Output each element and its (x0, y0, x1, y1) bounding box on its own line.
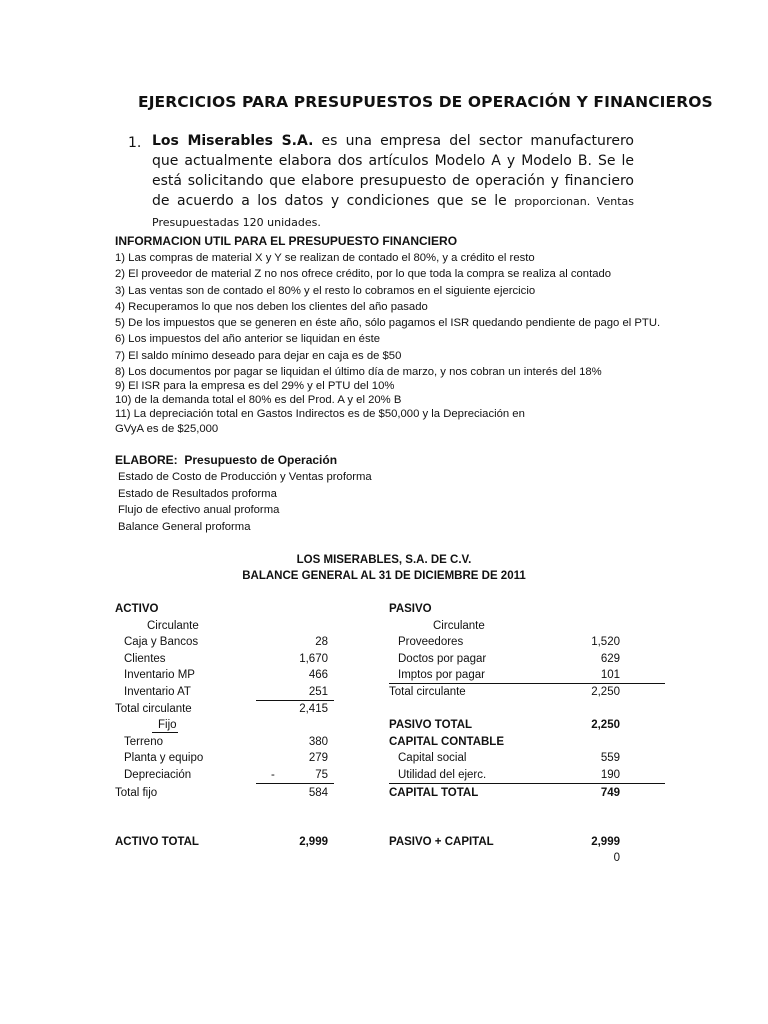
difference-value: 0 (613, 852, 620, 864)
capital-social-value: 559 (600, 752, 620, 764)
planta-value: 279 (308, 752, 328, 764)
capital-social-label: Capital social (398, 752, 467, 764)
balance-company: LOS MISERABLES, S.A. DE C.V. (296, 554, 472, 566)
total-fijo-label: Total fijo (115, 787, 158, 799)
proveedores-label: Proveedores (398, 636, 464, 648)
fijo-label: Fijo (158, 719, 177, 731)
inv-at-value: 251 (308, 686, 328, 698)
pasivo-capital-label: PASIVO + CAPITAL (389, 836, 494, 848)
proveedores-value: 1,520 (591, 636, 620, 648)
subtotal-rule (389, 783, 665, 784)
list-item: 9) El ISR para la empresa es del 29% y el PTU del 10% (115, 380, 395, 393)
activo-total-circ-label: Total circulante (115, 703, 192, 715)
list-item: 4) Recuperamos lo que nos deben los clientes del año pasado (115, 300, 428, 313)
pasivo-total-circ-label: Total circulante (389, 686, 466, 698)
list-item: 5) De los impuestos que se generen en éste año, sólo pagamos el ISR quedando pendiente de pago el PTU. (115, 317, 661, 330)
elabore-heading (115, 453, 337, 467)
total-fijo-value: 584 (308, 787, 328, 799)
inv-mp-value: 466 (308, 669, 328, 681)
list-item: 8) Los documentos por pagar se liquidan el último día de marzo, y nos cobran un interés del 18% (115, 366, 602, 379)
activo-circulante-label: Circulante (147, 620, 199, 632)
fijo-underline (152, 732, 178, 733)
pasivo-total-circ-value: 2,250 (591, 686, 620, 698)
pasivo-capital-value: 2,999 (591, 836, 620, 848)
capital-total-label: CAPITAL TOTAL (389, 787, 479, 799)
caja-label: Caja y Bancos (124, 636, 199, 648)
doctos-value: 629 (600, 653, 620, 665)
capital-total-value: 749 (600, 787, 620, 799)
subtotal-rule (256, 783, 334, 784)
list-item: 2) El proveedor de material Z no nos ofrece crédito, por lo que toda la compra se realiza al contado (115, 268, 612, 281)
depreciacion-sign: - (271, 769, 275, 781)
utilidad-label: Utilidad del ejerc. (398, 769, 487, 781)
clientes-label: Clientes (124, 653, 166, 665)
imptos-label: Imptos por pagar (398, 669, 485, 681)
exercise-number: 1. (128, 135, 142, 151)
page-title: EJERCICIOS PARA PRESUPUESTOS DE OPERACIÓN Y FINANCIEROS (138, 93, 713, 111)
intro-paragraph (152, 131, 634, 233)
terreno-label: Terreno (124, 736, 163, 748)
pasivo-total-label: PASIVO TOTAL (389, 719, 473, 731)
list-item: 1) Las compras de material X y Y se realizan de contado el 80%, y a crédito el resto (115, 252, 535, 264)
company-name: Los Miserables S.A. (152, 133, 314, 149)
pasivo-circulante-label: Circulante (433, 620, 485, 632)
terreno-value: 380 (308, 736, 328, 748)
inv-mp-label: Inventario MP (124, 669, 195, 681)
list-item: Flujo de efectivo anual proforma (118, 504, 280, 517)
list-item: GVyA es de $25,000 (115, 423, 219, 436)
subtotal-rule (389, 683, 665, 684)
list-item: Estado de Resultados proforma (118, 487, 277, 500)
activo-total-label: ACTIVO TOTAL (115, 836, 199, 848)
depreciacion-value: 75 (315, 769, 328, 781)
activo-total-value: 2,999 (299, 836, 328, 848)
activo-heading: ACTIVO (115, 603, 159, 615)
activo-total-circ-value: 2,415 (299, 703, 328, 715)
clientes-value: 1,670 (299, 653, 328, 665)
list-item: 6) Los impuestos del año anterior se liquidan en éste (115, 333, 381, 346)
planta-label: Planta y equipo (124, 752, 204, 764)
inv-at-label: Inventario AT (124, 686, 191, 698)
imptos-value: 101 (600, 669, 620, 681)
capital-contable-label: CAPITAL CONTABLE (389, 736, 504, 748)
list-item: 11) La depreciación total en Gastos Indirectos es de $50,000 y la Depreciación en (115, 408, 525, 421)
intro-small-text: proporcionan. Ventas Presupuestadas 120 unidades. (152, 195, 634, 229)
elabore-label: ELABORE: (115, 453, 178, 467)
list-item: 10) de la demanda total el 80% es del Prod. A y el 20% B (115, 394, 402, 407)
elabore-title: Presupuesto de Operación (184, 453, 338, 467)
list-item: 7) El saldo mínimo deseado para dejar en caja es de $50 (115, 349, 402, 362)
subtotal-rule (256, 700, 334, 701)
intro-text: es una empresa del sector manufacturero que actualmente elabora dos artículos Modelo A y Modelo B. Se le está solicitando que elabore presupuesto de operación y financiero de acuerdo a los datos y condiciones que se le (152, 133, 634, 209)
caja-value: 28 (315, 636, 328, 648)
info-heading: INFORMACION UTIL PARA EL PRESUPUESTO FINANCIERO (115, 234, 458, 248)
pasivo-heading: PASIVO (389, 603, 432, 615)
info-list (115, 250, 660, 438)
list-item: Estado de Costo de Producción y Ventas proforma (118, 471, 372, 483)
depreciacion-label: Depreciación (124, 769, 192, 781)
balance-title: BALANCE GENERAL AL 31 DE DICIEMBRE DE 2011 (242, 570, 526, 582)
list-item: 3) Las ventas son de contado el 80% y el resto lo cobramos en el siguiente ejercicio (115, 284, 536, 297)
elabore-list (118, 469, 372, 535)
pasivo-total-value: 2,250 (591, 719, 620, 731)
list-item: Balance General proforma (118, 520, 251, 533)
doctos-label: Doctos por pagar (398, 653, 487, 665)
utilidad-value: 190 (600, 769, 620, 781)
